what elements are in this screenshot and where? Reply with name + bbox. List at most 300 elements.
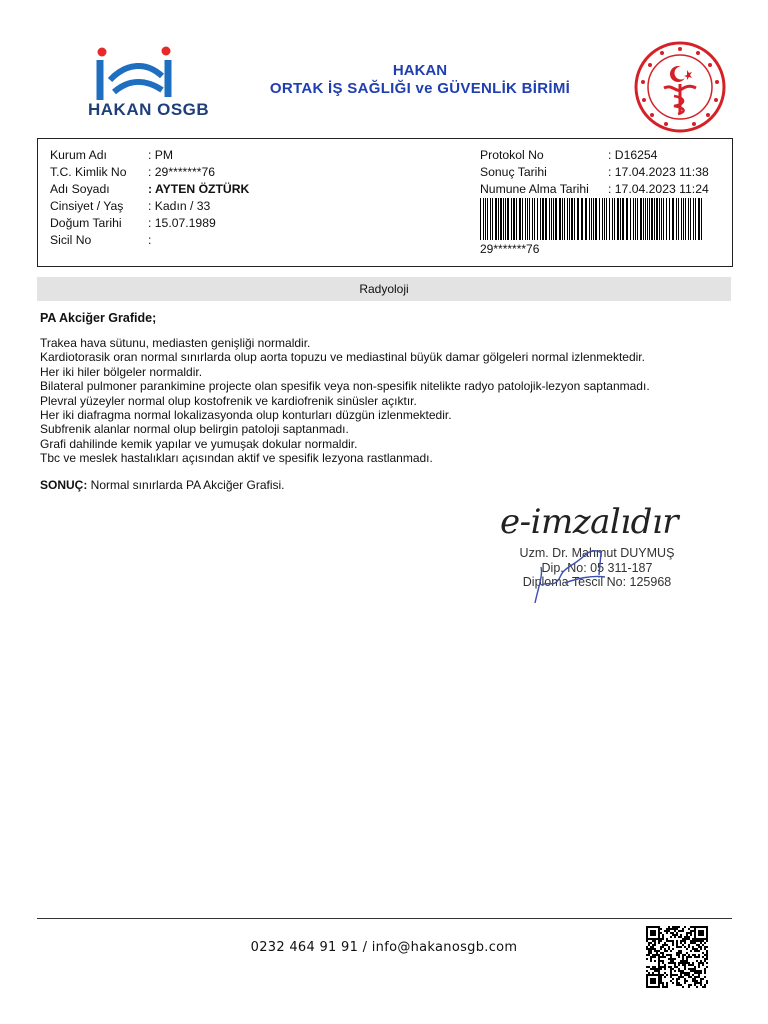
qr-module [676, 980, 678, 982]
qr-module [700, 934, 702, 936]
barcode-bar [516, 198, 517, 240]
qr-module [672, 968, 674, 970]
qr-module [684, 982, 686, 984]
section-band: Radyoloji [37, 277, 731, 301]
conclusion-text: Normal sınırlarda PA Akciğer Grafisi. [87, 478, 285, 492]
qr-module [672, 958, 674, 960]
barcode-bar [690, 198, 691, 240]
qr-module [678, 968, 680, 970]
qr-module [646, 966, 648, 968]
qr-module [690, 984, 692, 986]
qr-module [658, 956, 660, 958]
barcode-bar [661, 198, 662, 240]
qr-module [696, 986, 698, 988]
qr-module [672, 974, 674, 976]
finding-line: Her iki diafragma normal lokalizasyonda olup konturları düzgün izlenmektedir. [40, 408, 452, 423]
qr-module [684, 964, 686, 966]
qr-module [654, 948, 656, 950]
qr-module [678, 936, 680, 938]
qr-module [690, 976, 692, 978]
qr-module [698, 946, 700, 948]
qr-module [680, 946, 682, 948]
barcode-bar [654, 198, 655, 240]
qr-module [692, 946, 694, 948]
qr-module [674, 934, 676, 936]
qr-module [650, 960, 652, 962]
qr-module [688, 956, 690, 958]
qr-module [668, 966, 670, 968]
qr-module [666, 944, 668, 946]
qr-module [662, 954, 664, 956]
qr-module [666, 940, 668, 942]
qr-module [664, 968, 666, 970]
qr-module [672, 982, 674, 984]
qr-module [702, 952, 704, 954]
qr-module [694, 934, 696, 936]
qr-module [670, 974, 672, 976]
qr-module [658, 964, 660, 966]
qr-module [692, 938, 694, 940]
qr-module [692, 974, 694, 976]
qr-module [672, 926, 674, 928]
barcode-bar [630, 198, 631, 240]
qr-module [662, 936, 664, 938]
barcode-bar [485, 198, 486, 240]
qr-module [664, 942, 666, 944]
qr-module [680, 974, 682, 976]
barcode-bar [637, 198, 638, 240]
qr-module [694, 972, 696, 974]
qr-module [688, 936, 690, 938]
qr-module [650, 952, 652, 954]
qr-module [650, 956, 652, 958]
qr-module [678, 952, 680, 954]
qr-module [706, 982, 708, 984]
doctor-name: Uzm. Dr. Mahmut DUYMUŞ [519, 546, 675, 560]
barcode-bar [666, 198, 667, 240]
qr-module [700, 942, 702, 944]
qr-module [652, 966, 654, 968]
qr-module [668, 946, 670, 948]
qr-module [678, 978, 680, 980]
qr-module [648, 986, 650, 988]
qr-module [704, 976, 706, 978]
qr-module [670, 928, 672, 930]
qr-module [652, 980, 654, 982]
qr-module [654, 966, 656, 968]
qr-module [702, 932, 704, 934]
qr-module [704, 938, 706, 940]
qr-module [706, 934, 708, 936]
qr-module [686, 962, 688, 964]
barcode-text: 29*******76 [480, 242, 540, 256]
qr-module [664, 944, 666, 946]
qr-module [682, 976, 684, 978]
qr-module [706, 954, 708, 956]
barcode-bar [635, 198, 636, 240]
qr-module [684, 942, 686, 944]
barcode-bar [571, 198, 573, 240]
qr-module [686, 932, 688, 934]
qr-module [684, 974, 686, 976]
qr-module [694, 970, 696, 972]
barcode-bar [577, 198, 579, 240]
finding-line: Subfrenik alanlar normal olup belirgin patoloji saptanmadı. [40, 422, 349, 437]
qr-module [696, 976, 698, 978]
qr-module [648, 926, 650, 928]
handwritten-signature [505, 545, 625, 607]
qr-module [652, 938, 654, 940]
qr-module [654, 944, 656, 946]
qr-module [688, 946, 690, 948]
qr-module [660, 968, 662, 970]
qr-module [700, 970, 702, 972]
qr-module [694, 966, 696, 968]
barcode-bar [567, 198, 568, 240]
qr-module [650, 926, 652, 928]
info-value: : Kadın / 33 [148, 199, 211, 213]
qr-module [672, 962, 674, 964]
qr-module [648, 972, 650, 974]
qr-module [662, 944, 664, 946]
qr-module [706, 952, 708, 954]
qr-module [650, 980, 652, 982]
barcode-bar [651, 198, 653, 240]
barcode-bar [591, 198, 592, 240]
qr-module [680, 962, 682, 964]
barcode-bar [589, 198, 590, 240]
qr-module [704, 968, 706, 970]
qr-module [650, 974, 652, 976]
qr-module [698, 962, 700, 964]
qr-module [674, 970, 676, 972]
qr-module [678, 970, 680, 972]
qr-module [694, 978, 696, 980]
qr-module [696, 944, 698, 946]
barcode-bar [685, 198, 686, 240]
qr-module [698, 956, 700, 958]
qr-module [660, 980, 662, 982]
qr-module [704, 926, 706, 928]
qr-module [686, 938, 688, 940]
qr-module [652, 954, 654, 956]
qr-module [702, 986, 704, 988]
qr-module [670, 958, 672, 960]
qr-module [698, 972, 700, 974]
qr-module [682, 962, 684, 964]
qr-module [682, 956, 684, 958]
qr-module [664, 956, 666, 958]
qr-module [658, 968, 660, 970]
qr-module [676, 934, 678, 936]
barcode-bar [500, 198, 502, 240]
qr-module [648, 942, 650, 944]
qr-module [684, 926, 686, 928]
info-value: : 15.07.1989 [148, 216, 216, 230]
qr-module [658, 970, 660, 972]
qr-module [664, 950, 666, 952]
barcode-bar [540, 198, 541, 240]
qr-module [652, 926, 654, 928]
qr-module [660, 978, 662, 980]
barcode-bar [505, 198, 506, 240]
qr-module [656, 968, 658, 970]
qr-module [696, 950, 698, 952]
qr-module [680, 970, 682, 972]
barcode-bar [581, 198, 583, 240]
qr-module [694, 980, 696, 982]
qr-module [692, 940, 694, 942]
barcode-bar [633, 198, 634, 240]
qr-module [700, 978, 702, 980]
qr-module [702, 956, 704, 958]
qr-module [664, 986, 666, 988]
qr-module [650, 938, 652, 940]
qr-module [658, 928, 660, 930]
finding-line: Tbc ve meslek hastalıkları açısından aktif ve spesifik lezyona rastlanmadı. [40, 451, 433, 466]
qr-module [686, 956, 688, 958]
qr-module [666, 974, 668, 976]
qr-module [648, 954, 650, 956]
report-title: PA Akciğer Grafide; [40, 311, 157, 325]
qr-module [658, 982, 660, 984]
qr-module [690, 956, 692, 958]
qr-module [694, 942, 696, 944]
logo-text: HAKAN OSGB [88, 100, 210, 119]
info-label: Doğum Tarihi [50, 216, 122, 230]
qr-module [658, 958, 660, 960]
barcode-bar [522, 198, 523, 240]
qr-module [660, 952, 662, 954]
qr-module [676, 974, 678, 976]
qr-module [682, 930, 684, 932]
qr-module [658, 934, 660, 936]
qr-module [682, 970, 684, 972]
qr-module [646, 926, 648, 928]
qr-module [698, 976, 700, 978]
qr-module [670, 954, 672, 956]
qr-module [702, 962, 704, 964]
qr-module [654, 986, 656, 988]
qr-module [704, 960, 706, 962]
barcode-bar [681, 198, 682, 240]
qr-module [652, 940, 654, 942]
qr-module [646, 984, 648, 986]
qr-module [676, 940, 678, 942]
qr-module [698, 938, 700, 940]
qr-module [674, 974, 676, 976]
barcode [480, 198, 702, 240]
barcode-bar [693, 198, 694, 240]
qr-module [706, 966, 708, 968]
barcode-bar [480, 198, 481, 240]
qr-module [646, 948, 648, 950]
qr-module [678, 956, 680, 958]
qr-module [702, 978, 704, 980]
qr-module [672, 944, 674, 946]
qr-module [678, 984, 680, 986]
qr-module [664, 976, 666, 978]
qr-module [690, 942, 692, 944]
qr-module [692, 968, 694, 970]
barcode-bar [609, 198, 610, 240]
qr-module [646, 934, 648, 936]
qr-module [656, 950, 658, 952]
qr-module [658, 976, 660, 978]
qr-module [682, 960, 684, 962]
qr-module [666, 950, 668, 952]
qr-module [662, 956, 664, 958]
qr-module [660, 928, 662, 930]
qr-module [654, 926, 656, 928]
qr-module [690, 930, 692, 932]
qr-module [706, 926, 708, 928]
qr-module [650, 978, 652, 980]
qr-module [648, 944, 650, 946]
qr-module [696, 982, 698, 984]
barcode-bar [622, 198, 624, 240]
qr-module [690, 934, 692, 936]
qr-module [652, 946, 654, 948]
qr-module [686, 934, 688, 936]
qr-module [668, 930, 670, 932]
qr-module [658, 974, 660, 976]
barcode-bar [564, 198, 565, 240]
qr-module [652, 978, 654, 980]
qr-module [692, 942, 694, 944]
qr-module [698, 944, 700, 946]
qr-module [682, 986, 684, 988]
barcode-bar [532, 198, 533, 240]
qr-module [696, 956, 698, 958]
qr-module [706, 980, 708, 982]
qr-module [676, 984, 678, 986]
barcode-bar [483, 198, 484, 240]
qr-module [682, 944, 684, 946]
qr-module [706, 962, 708, 964]
qr-module [648, 952, 650, 954]
qr-module [680, 942, 682, 944]
barcode-bar [695, 198, 696, 240]
qr-module [694, 928, 696, 930]
qr-module [696, 926, 698, 928]
qr-module [706, 938, 708, 940]
qr-module [650, 986, 652, 988]
qr-module [666, 928, 668, 930]
qr-module [668, 954, 670, 956]
qr-module [696, 960, 698, 962]
qr-module [646, 940, 648, 942]
qr-module [660, 956, 662, 958]
barcode-bar [672, 198, 674, 240]
barcode-bar [511, 198, 512, 240]
qr-module [664, 964, 666, 966]
qr-module [680, 936, 682, 938]
qr-module [658, 930, 660, 932]
barcode-bar [620, 198, 621, 240]
qr-module [658, 932, 660, 934]
qr-module [652, 982, 654, 984]
qr-module [658, 950, 660, 952]
qr-module [658, 926, 660, 928]
qr-module [674, 958, 676, 960]
qr-module [670, 980, 672, 982]
qr-module [696, 948, 698, 950]
qr-module [682, 964, 684, 966]
qr-module [662, 982, 664, 984]
qr-module [654, 932, 656, 934]
qr-module [650, 982, 652, 984]
barcode-bar [553, 198, 554, 240]
barcode-bar [626, 198, 628, 240]
barcode-bar [537, 198, 538, 240]
barcode-bar [542, 198, 544, 240]
qr-module [658, 966, 660, 968]
qr-module [688, 928, 690, 930]
qr-module [670, 960, 672, 962]
qr-module [646, 978, 648, 980]
qr-module [704, 970, 706, 972]
qr-module [690, 968, 692, 970]
qr-module [684, 940, 686, 942]
info-value: : PM [148, 148, 174, 162]
qr-module [648, 938, 650, 940]
qr-module [646, 930, 648, 932]
footer-divider [37, 918, 732, 919]
diploma-no: Dip. No: 05 311-187 [541, 560, 653, 575]
qr-module [670, 972, 672, 974]
qr-module [698, 932, 700, 934]
qr-module [664, 966, 666, 968]
barcode-bar [614, 198, 615, 240]
qr-code[interactable] [646, 926, 708, 988]
qr-module [694, 940, 696, 942]
barcode-bar [487, 198, 488, 240]
qr-module [698, 930, 700, 932]
qr-module [700, 948, 702, 950]
qr-module [694, 954, 696, 956]
qr-module [650, 934, 652, 936]
qr-module [688, 932, 690, 934]
qr-module [666, 982, 668, 984]
qr-module [668, 958, 670, 960]
qr-module [654, 982, 656, 984]
barcode-bar [602, 198, 603, 240]
qr-module [698, 966, 700, 968]
qr-module [676, 932, 678, 934]
qr-module [694, 956, 696, 958]
qr-module [684, 960, 686, 962]
barcode-bar [585, 198, 587, 240]
qr-module [670, 956, 672, 958]
qr-module [660, 946, 662, 948]
qr-module [678, 930, 680, 932]
barcode-bar [529, 198, 530, 240]
qr-module [696, 970, 698, 972]
qr-module [706, 946, 708, 948]
qr-module [698, 926, 700, 928]
qr-module [702, 938, 704, 940]
qr-module [702, 964, 704, 966]
qr-module [676, 944, 678, 946]
qr-module [692, 970, 694, 972]
qr-module [686, 948, 688, 950]
qr-module [688, 984, 690, 986]
qr-module [704, 948, 706, 950]
barcode-bar [527, 198, 528, 240]
qr-module [680, 984, 682, 986]
qr-module [682, 928, 684, 930]
